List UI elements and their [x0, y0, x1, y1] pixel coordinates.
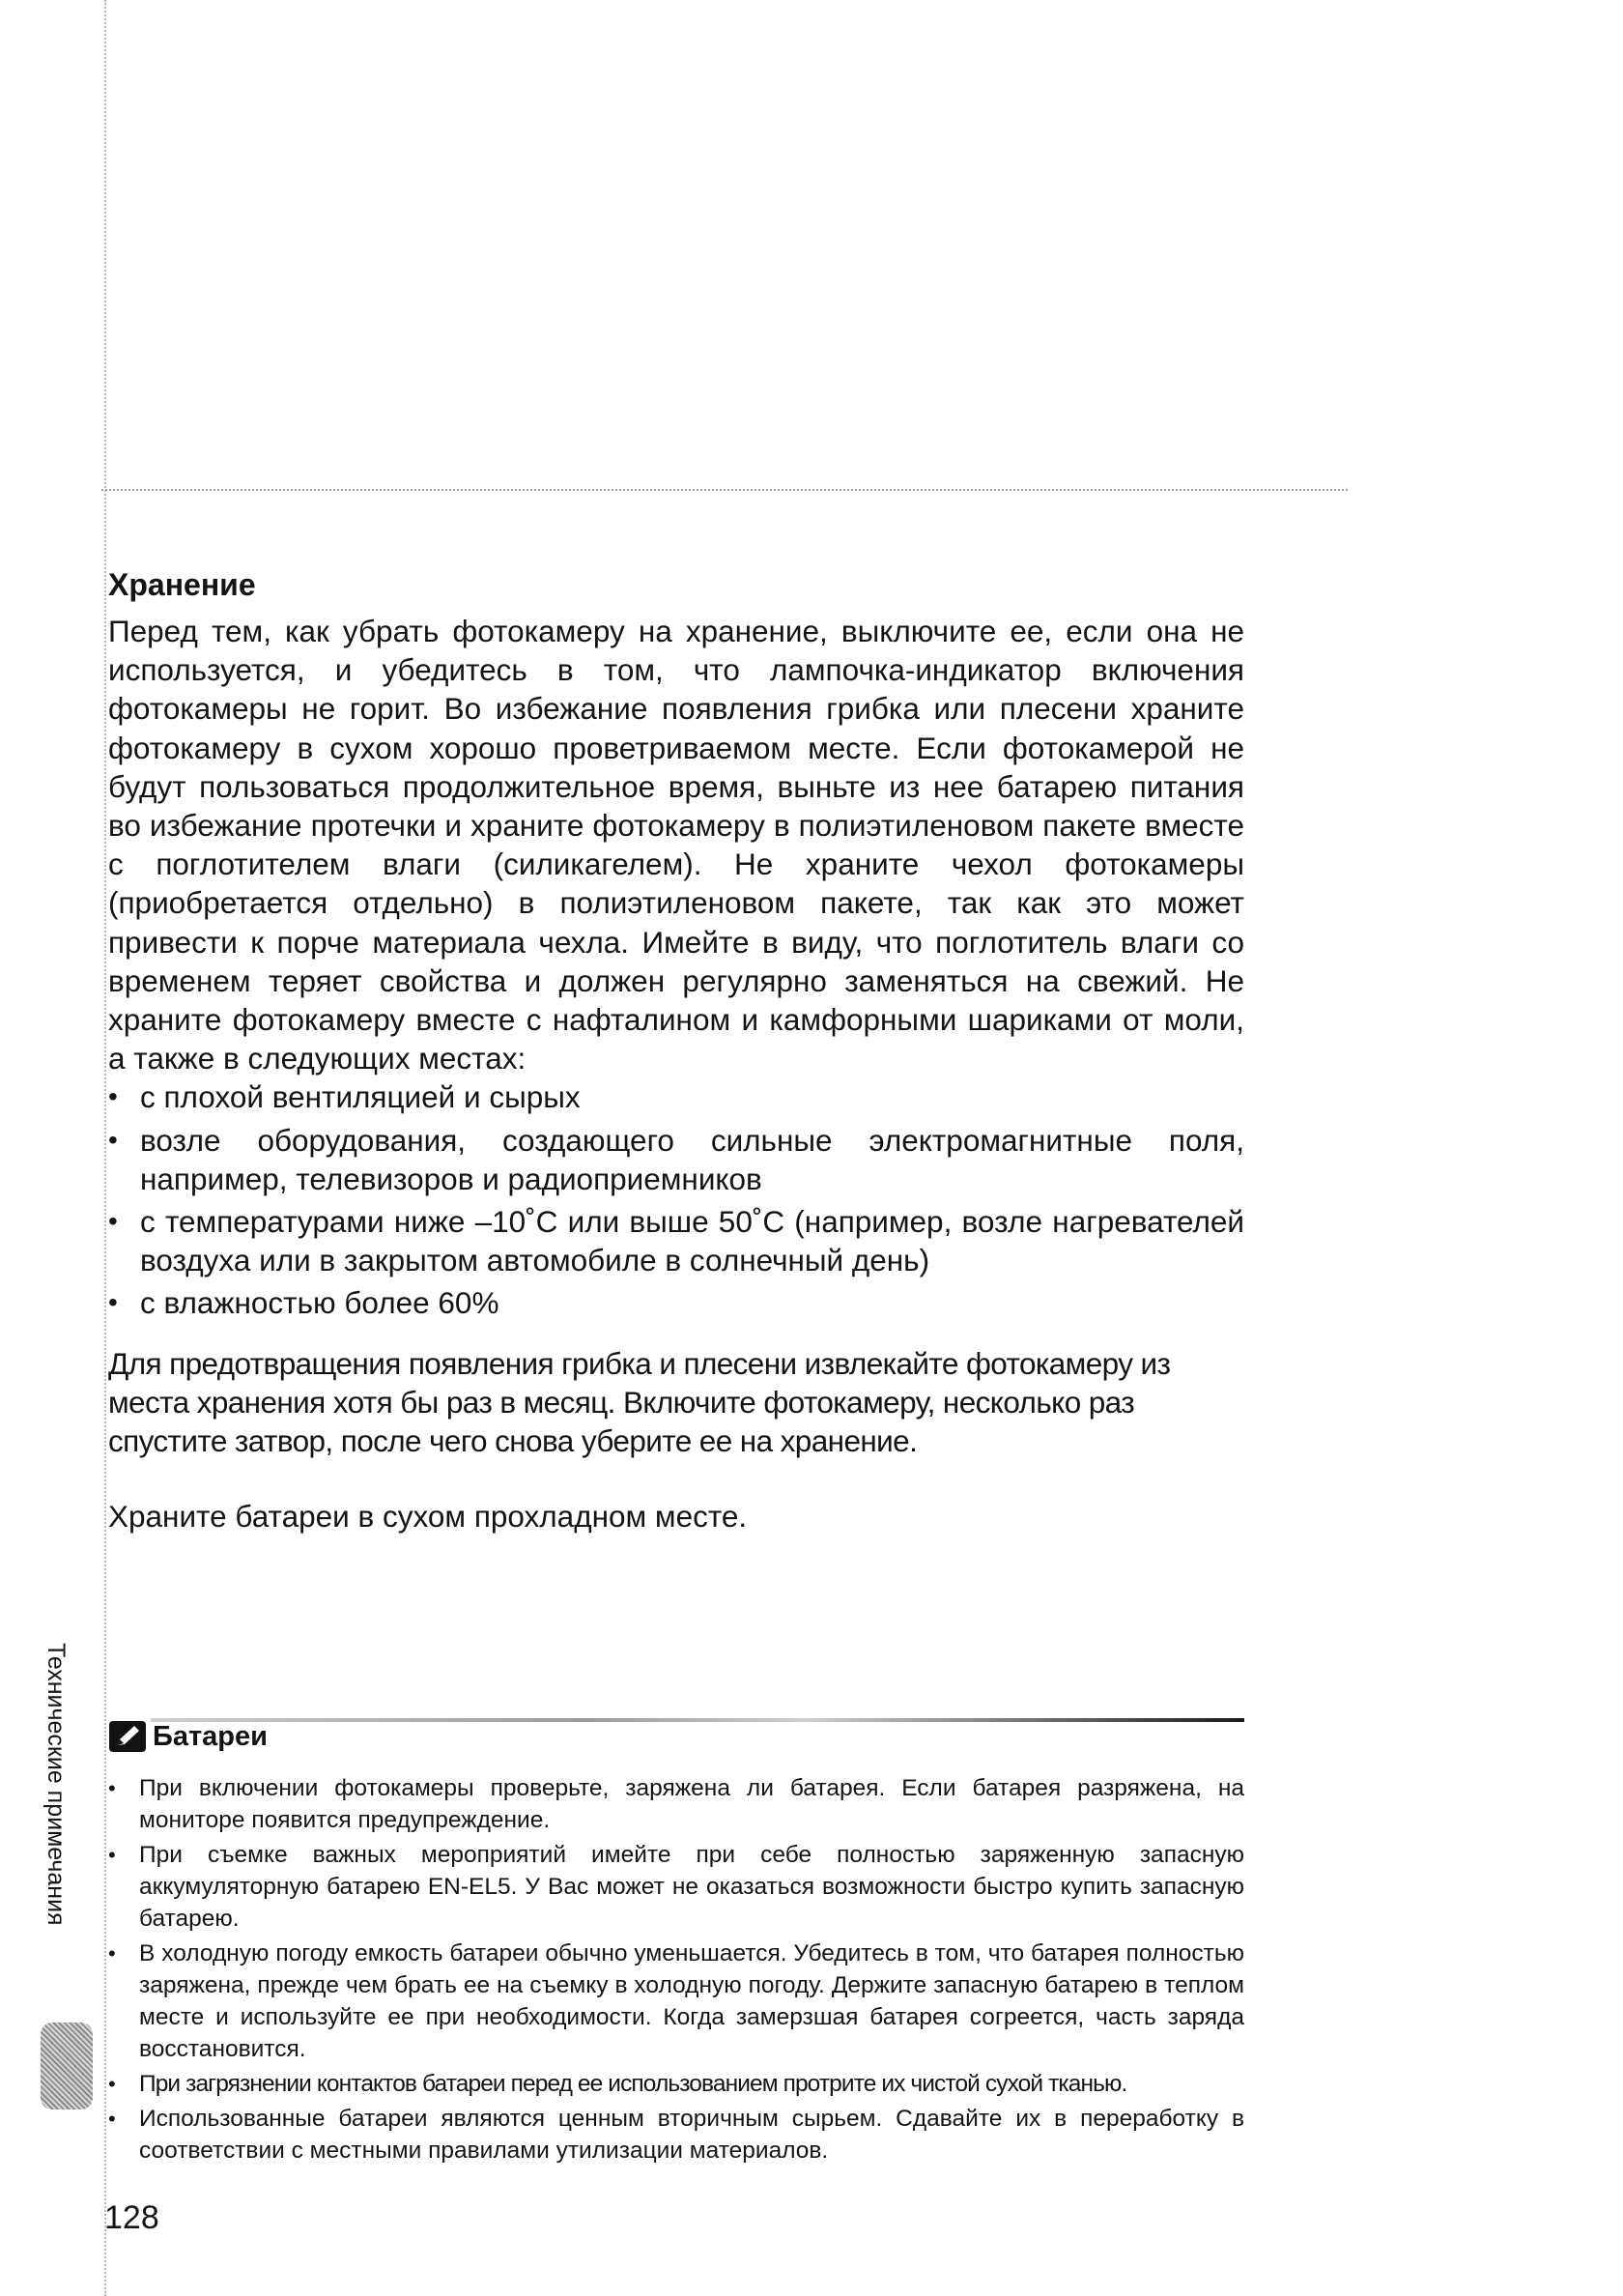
- note-header-rule: [151, 1718, 1244, 1722]
- bullet-icon: •: [108, 1081, 118, 1112]
- page-number: 128: [104, 2199, 159, 2236]
- side-tab-marker: [41, 2023, 93, 2109]
- bullet-icon: •: [108, 1206, 118, 1237]
- bullet-icon: •: [108, 1124, 118, 1155]
- list-item: • В холодную погоду емкость батареи обычно уменьшается. Убедитесь в том, что батарея полностью заряжена, прежде чем брать ее на съемку в холодную погоду. Держите запасную батарею в теплом месте и используйте ее при необходимости. Когда замерзшая батарея согреется, часть заряда восстановится.: [108, 1937, 1244, 2065]
- binding-edge-line: [104, 0, 106, 2296]
- bullet-icon: •: [108, 1287, 118, 1318]
- bullet-icon: •: [108, 1776, 116, 1800]
- intro-paragraph: Перед тем, как убрать фотокамеру на хранение, выключите ее, если она не используется, и убедитесь в том, что лампочка-индикатор включения фотокамеры не горит. Во избежание появления грибка или плесени храните фотокамеру в сухом хорошо проветриваемом месте. Если фотокамерой не будут пользоваться продолжительное время, выньте из нее батарею питания во избежание протечки и храните фотокамеру в полиэтиленовом пакете вместе с поглотителем влаги (силикагелем). Не храните чехол фотокамеры (приобретается отдельно) в полиэтиленовом пакете, так как это может привести к порче материала чехла. Имейте в виду, что поглотитель влаги со временем теряет свойства и должен регулярно заменяться на свежий. Не храните фотокамеру вместе с нафталином и камфорными шариками от моли, а также в следующих местах:: [108, 614, 1244, 1076]
- note-header: [108, 1718, 1244, 1757]
- side-tab-label: Технические примечания: [43, 1643, 70, 1926]
- bullet-icon: •: [108, 1941, 116, 1966]
- pencil-note-icon: [108, 1720, 147, 1753]
- section-title: Хранение: [108, 567, 256, 602]
- battery-storage-paragraph: Храните батареи в сухом прохладном месте.: [108, 1499, 748, 1535]
- storage-section: [108, 565, 1244, 1566]
- list-item: • с плохой вентиляцией и сырых: [108, 1079, 581, 1115]
- bullet-icon: •: [108, 1843, 116, 1867]
- top-divider: [101, 489, 1348, 491]
- list-item: • При загрязнении контактов батареи перед ее использованием протрите их чистой сухой тканью.: [108, 2068, 1244, 2100]
- battery-notes-list: [108, 1772, 1244, 2169]
- note-title: Батареи: [153, 1721, 268, 1752]
- storage-places-list: [108, 1077, 1244, 1322]
- bullet-icon: •: [108, 2072, 115, 2096]
- list-item: • возле оборудования, создающего сильные электромагнитные поля, например, телевизоров и радиоприемников: [108, 1122, 1244, 1196]
- list-item: • При съемке важных мероприятий имейте при себе полностью заряженную запасную аккумуляторную батарею EN-EL5. У Вас может не оказаться возможности быстро купить запасную батарею.: [108, 1839, 1244, 1935]
- mold-prevention-paragraph: Для предотвращения появления грибка и плесени извлекайте фотокамеру из места хранения хотя бы раз в месяц. Включите фотокамеру, несколько раз спустите затвор, после чего снова уберите ее на хранение.: [108, 1345, 1171, 1459]
- list-item: • с температурами ниже –10˚С или выше 50˚С (например, возле нагревателей воздуха или в закрытом автомобиле в солнечный день): [108, 1204, 1244, 1278]
- list-item: • с влажностью более 60%: [108, 1285, 499, 1321]
- bullet-icon: •: [108, 2107, 116, 2131]
- list-item: • Использованные батареи являются ценным вторичным сырьем. Сдавайте их в переработку в соответствии с местными правилами утилизации материалов.: [108, 2103, 1244, 2167]
- list-item: • При включении фотокамеры проверьте, заряжена ли батарея. Если батарея разряжена, на мониторе появится предупреждение.: [108, 1772, 1244, 1836]
